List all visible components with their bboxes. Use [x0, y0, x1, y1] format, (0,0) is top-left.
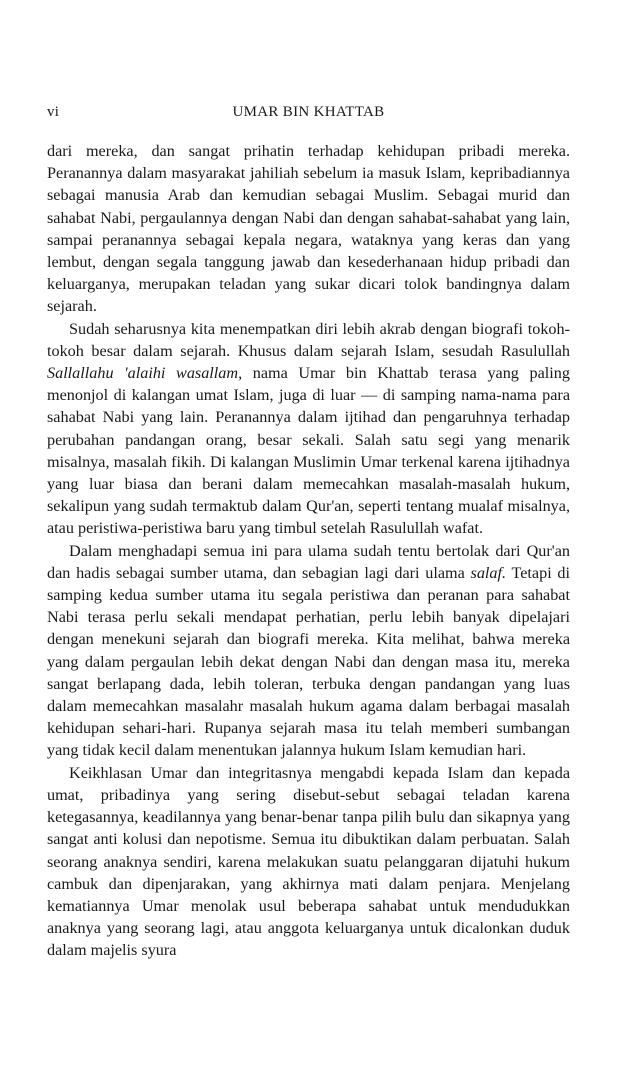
- paragraph-umar-integrity: Keikhlasan Umar dan integritasnya mengabdi kepada Islam dan kepada umat, pribadinya yang sering disebut-sebut sebagai teladan karena ketegasannya, keadilannya yang benar-benar tanpa pilih bulu dan sikapnya yang sangat anti kolusi dan nepotisme. Semua itu dibuktikan dalam perbuatan. Salah seorang anaknya sendiri, karena melakukan suatu pelanggaran dijatuhi hukum cambuk dan dipenjarakan, yang akhirnya mati dalam penjara. Menjelang kematiannya Umar menolak usul beberapa sahabat untuk mendudukkan anaknya yang seorang lagi, atau anggota keluarganya untuk dicalonkan duduk dalam majelis syura: [47, 763, 570, 960]
- paragraph-ulama-sources: [47, 540, 570, 762]
- paragraph-text: Tetapi di samping kedua sumber utama itu segala peristiwa dan peranan para sahabat Nabi terasa perlu sekali mendapat perhatian, perlu lebih banyak dipelajari dengan menekuni sejarah dan biografi mereka. Kita melihat, bahwa mereka yang dalam pergaulan lebih dekat dengan Nabi dan dengan masa itu, mereka sangat berlapang dada, lebih toleran, terbuka dengan pandangan yang luas dalam memecahkan masalahr masalah hukum agama dalam berbagai masalah kehidupan sehari-hari. Rupanya sejarah masa itu telah memberi sumbangan yang tidak kecil dalam menentukan jalannya hukum Islam kemudian hari.: [47, 563, 570, 760]
- paragraph-text: Sudah seharusnya kita menempatkan diri lebih akrab dengan biografi tokoh-tokoh besar dalam sejarah. Khusus dalam sejarah Islam, sesudah Rasulullah: [47, 319, 570, 360]
- paragraph-text: nama Umar bin Khattab terasa yang paling menonjol di kalangan umat Islam, juga di luar — di samping nama-nama para sahabat Nabi yang lain. Peranannya dalam ijtihad dan pengaruhnya terhadap perubahan pandangan orang, besar sekali. Salah satu segi yang menarik misalnya, masalah fikih. Di kalangan Muslimin Umar terkenal karena ijtihadnya yang luar biasa dan berani dalam memecahkan masalah-masalah hukum, sekalipun yang sudah termaktub dalam Qur'an, seperti tentang mualaf misalnya, atau peristiwa-peristiwa baru yang timbul setelah Rasulullah wafat.: [47, 364, 570, 538]
- italic-phrase: Sallallahu 'alaihi wasallam,: [47, 364, 243, 383]
- page-number: vi: [47, 104, 60, 120]
- running-header: [47, 104, 570, 126]
- running-title: UMAR BIN KHATTAB: [232, 104, 385, 120]
- italic-phrase: salaf.: [470, 563, 507, 582]
- paragraph-continuation: dari mereka, dan sangat prihatin terhadap kehidupan pribadi mereka. Peranannya dalam masyarakat jahiliah sebelum ia masuk Islam, kepribadiannya sebagai manusia Arab dan kemudian sebagai Muslim. Sebagai murid dan sahabat Nabi, pergaulannya dengan Nabi dan dengan sahabat-sahabat yang lain, sampai peranannya sebagai kepala negara, wataknya yang keras dan yang lembut, dengan segala tanggung jawab dan kesederhanaan hidup pribadi dan keluarganya, merupakan teladan yang sukar dicari tolok bandingnya dalam sejarah.: [47, 142, 570, 316]
- body-text: [47, 140, 570, 962]
- book-page: [47, 104, 570, 962]
- paragraph-biography-importance: [47, 318, 570, 540]
- paragraph-text: Dalam menghadapi semua ini para ulama sudah tentu bertolak dari Qur'an dan hadis sebagai sumber utama, dan sebagian lagi dari ulama: [47, 541, 570, 582]
